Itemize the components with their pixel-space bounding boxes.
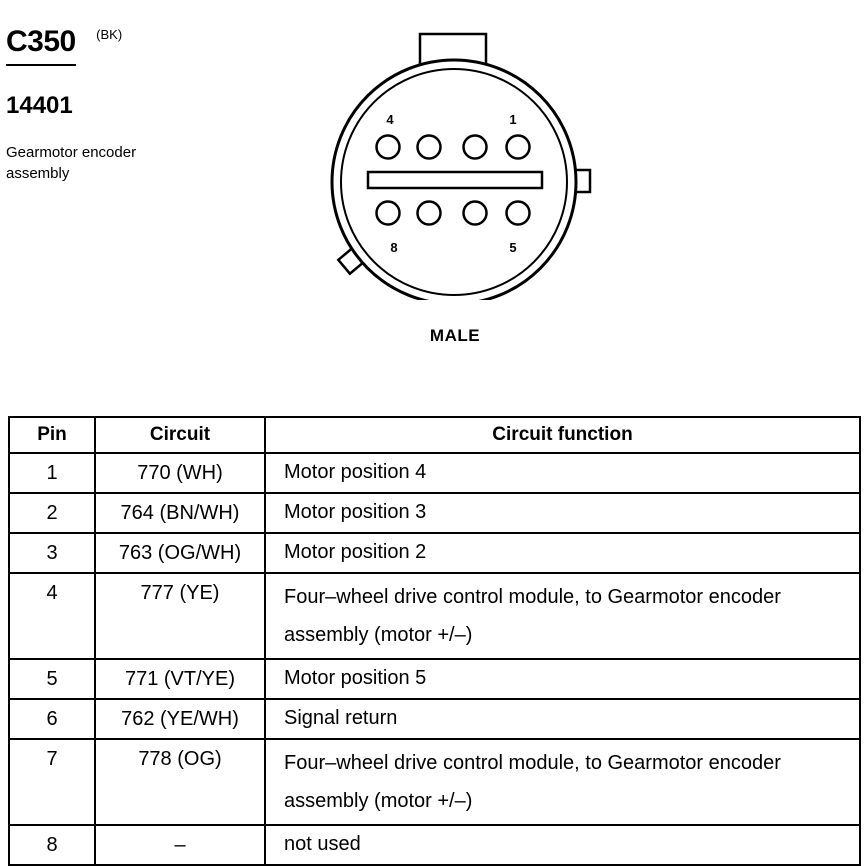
- circuit-cell: 778 (OG): [95, 739, 265, 825]
- circuit-cell: –: [95, 825, 265, 865]
- pin-cell: 5: [9, 659, 95, 699]
- connector-id: C350: [6, 24, 76, 66]
- table-header-row: [9, 417, 860, 453]
- connector-header: [6, 24, 122, 66]
- circuit-cell: 771 (VT/YE): [95, 659, 265, 699]
- connector-face-diagram: [320, 30, 620, 300]
- pin-cell: 6: [9, 699, 95, 739]
- pin-cell: 3: [9, 533, 95, 573]
- connector-gender-label: MALE: [429, 326, 481, 345]
- table-row: [9, 533, 860, 573]
- component-description: Gearmotor encoder assembly: [6, 144, 137, 182]
- pin-label-5: 5: [509, 240, 517, 255]
- circuit-cell: 770 (WH): [95, 453, 265, 493]
- pin-cell: 2: [9, 493, 95, 533]
- column-header-circuit: Circuit: [95, 417, 265, 453]
- table-row: [9, 739, 860, 825]
- pin-cavity: [464, 136, 487, 159]
- function-cell: Signal return: [265, 699, 860, 739]
- pin-cavity: [377, 202, 400, 225]
- circuit-cell: 764 (BN/WH): [95, 493, 265, 533]
- table-row: [9, 825, 860, 865]
- connector-color-code: (BK): [96, 27, 123, 42]
- pin-cavity: [507, 136, 530, 159]
- circuit-cell: 762 (YE/WH): [95, 699, 265, 739]
- circuit-cell: 777 (YE): [95, 573, 265, 659]
- function-cell: Motor position 2: [265, 533, 860, 573]
- function-cell: Motor position 4: [265, 453, 860, 493]
- pin-cell: 4: [9, 573, 95, 659]
- connector-center-bar: [368, 172, 542, 188]
- circuit-cell: 763 (OG/WH): [95, 533, 265, 573]
- pin-cavity: [464, 202, 487, 225]
- function-cell: Motor position 5: [265, 659, 860, 699]
- table-row: [9, 453, 860, 493]
- pin-cell: 1: [9, 453, 95, 493]
- table-row: [9, 699, 860, 739]
- table-row: [9, 493, 860, 533]
- function-cell: Four–wheel drive control module, to Gearmotor encoder assembly (motor +/–): [265, 739, 860, 825]
- column-header-function: Circuit function: [265, 417, 860, 453]
- pin-cavity: [377, 136, 400, 159]
- pin-label-1: 1: [509, 112, 517, 127]
- table-row: [9, 659, 860, 699]
- pin-label-4: 4: [386, 112, 394, 127]
- column-header-pin: Pin: [9, 417, 95, 453]
- pin-cavity: [418, 202, 441, 225]
- function-cell: Four–wheel drive control module, to Gearmotor encoder assembly (motor +/–): [265, 573, 860, 659]
- pin-cavity: [418, 136, 441, 159]
- table-row: [9, 573, 860, 659]
- part-number: 14401: [6, 92, 73, 119]
- pin-cell: 8: [9, 825, 95, 865]
- function-cell: Motor position 3: [265, 493, 860, 533]
- pin-cell: 7: [9, 739, 95, 825]
- pinout-table: [8, 416, 861, 866]
- function-cell: not used: [265, 825, 860, 865]
- pin-cavity: [507, 202, 530, 225]
- pin-label-8: 8: [390, 240, 398, 255]
